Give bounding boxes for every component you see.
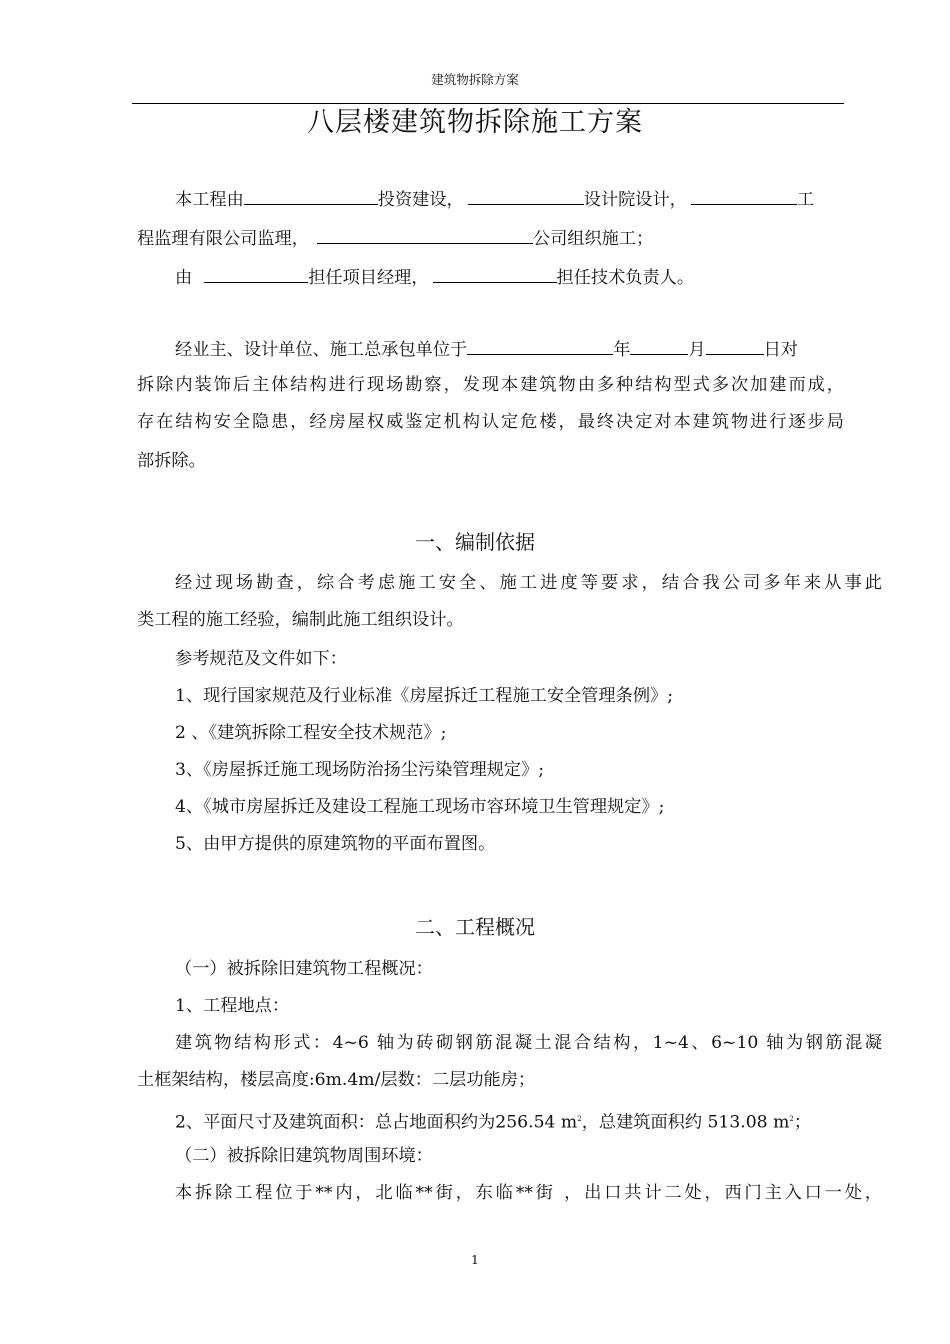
blank-day — [706, 336, 764, 355]
intro-text: 担任项目经理， — [308, 268, 429, 288]
basis-paragraph-line-1: 经过现场勘查，综合考虑施工安全、施工进度等要求，结合我公司多年来从事此 — [175, 573, 882, 593]
survey-line-4: 部拆除。 — [137, 451, 206, 471]
blank-contractor — [317, 225, 533, 244]
intro-text: 由 — [175, 268, 193, 288]
area-text: 2、平面尺寸及建筑面积：总占地面积约为256.54 m — [175, 1112, 578, 1133]
blank-technical-lead — [433, 264, 557, 283]
intro-text: 工 — [796, 190, 815, 210]
section-heading-basis: 一、编制依据 — [415, 530, 535, 554]
superscript: 2 — [577, 1115, 582, 1123]
intro-text: 投资建设， — [377, 190, 464, 210]
document-title: 八层楼建筑物拆除施工方案 — [307, 107, 643, 138]
subsection-heading-2: （二）被拆除旧建筑物周围环境： — [175, 1146, 433, 1166]
blank-project-manager — [204, 264, 308, 283]
section-heading-overview: 二、工程概况 — [415, 915, 535, 939]
reference-item-1: 1、现行国家规范及行业标准《房屋拆迁工程施工安全管理条例》; — [175, 686, 673, 706]
intro-line-1 — [137, 186, 882, 212]
intro-text: 担任技术负责人。 — [556, 268, 695, 288]
intro-text: 本工程由 — [175, 190, 244, 210]
references-intro: 参考规范及文件如下： — [175, 649, 347, 669]
page-number: 1 — [471, 1252, 479, 1267]
basis-paragraph-line-2: 类工程的施工经验，编制此施工组织设计。 — [137, 610, 464, 630]
blank-investor — [244, 186, 378, 205]
reference-item-2: 2 、《建筑拆除工程安全技术规范》; — [175, 723, 447, 743]
blank-month — [630, 336, 688, 355]
survey-text: 经业主、设计单位、施工总承包单位于 — [175, 340, 468, 360]
intro-text: 程监理有限公司监理， — [137, 229, 309, 249]
page-header: 建筑物拆除方案 — [431, 72, 519, 87]
reference-item-3: 3、《房屋拆迁施工现场防治扬尘污染管理规定》; — [175, 760, 545, 780]
survey-text: 月 — [688, 340, 706, 360]
subsection-heading-1: （一）被拆除旧建筑物工程概况： — [175, 959, 433, 979]
structure-line-2: 土框架结构，楼层高度:6m.4m/层数：二层功能房； — [137, 1070, 536, 1090]
superscript: 2 — [789, 1115, 794, 1123]
environment-line-1: 本拆除工程位于**内，北临**街，东临**街 ，出口共计二处，西门主入口一处， — [175, 1183, 882, 1203]
reference-item-5: 5、由甲方提供的原建筑物的平面布置图。 — [175, 834, 496, 854]
survey-line-1 — [137, 336, 882, 362]
structure-line-1: 建筑物结构形式：4~6 轴为砖砌钢筋混凝土混合结构，1~4、6~10 轴为钢筋混凝 — [175, 1033, 882, 1053]
intro-line-3 — [137, 264, 882, 290]
area-line — [137, 1107, 882, 1135]
blank-design-institute — [468, 186, 584, 205]
survey-line-3: 存在结构安全隐患，经房屋权威鉴定机构认定危楼，最终决定对本建筑物进行逐步局 — [137, 412, 844, 432]
location-item: 1、工程地点： — [175, 996, 290, 1016]
area-text: ，总建筑面积约 513.08 m — [581, 1112, 790, 1133]
survey-text: 年 — [613, 340, 631, 360]
survey-text: 日对 — [763, 340, 798, 360]
intro-text: 公司组织施工； — [532, 229, 654, 249]
survey-line-2: 拆除内装饰后主体结构进行现场勘察，发现本建筑物由多种结构型式多次加建而成， — [137, 375, 844, 395]
intro-text: 设计院设计， — [583, 190, 687, 210]
blank-year — [467, 336, 613, 355]
area-text: ； — [793, 1112, 812, 1133]
reference-item-4: 4、《城市房屋拆迁及建设工程施工现场市容环境卫生管理规定》; — [175, 797, 665, 817]
blank-supervisor — [691, 186, 797, 205]
intro-line-2 — [137, 225, 844, 251]
